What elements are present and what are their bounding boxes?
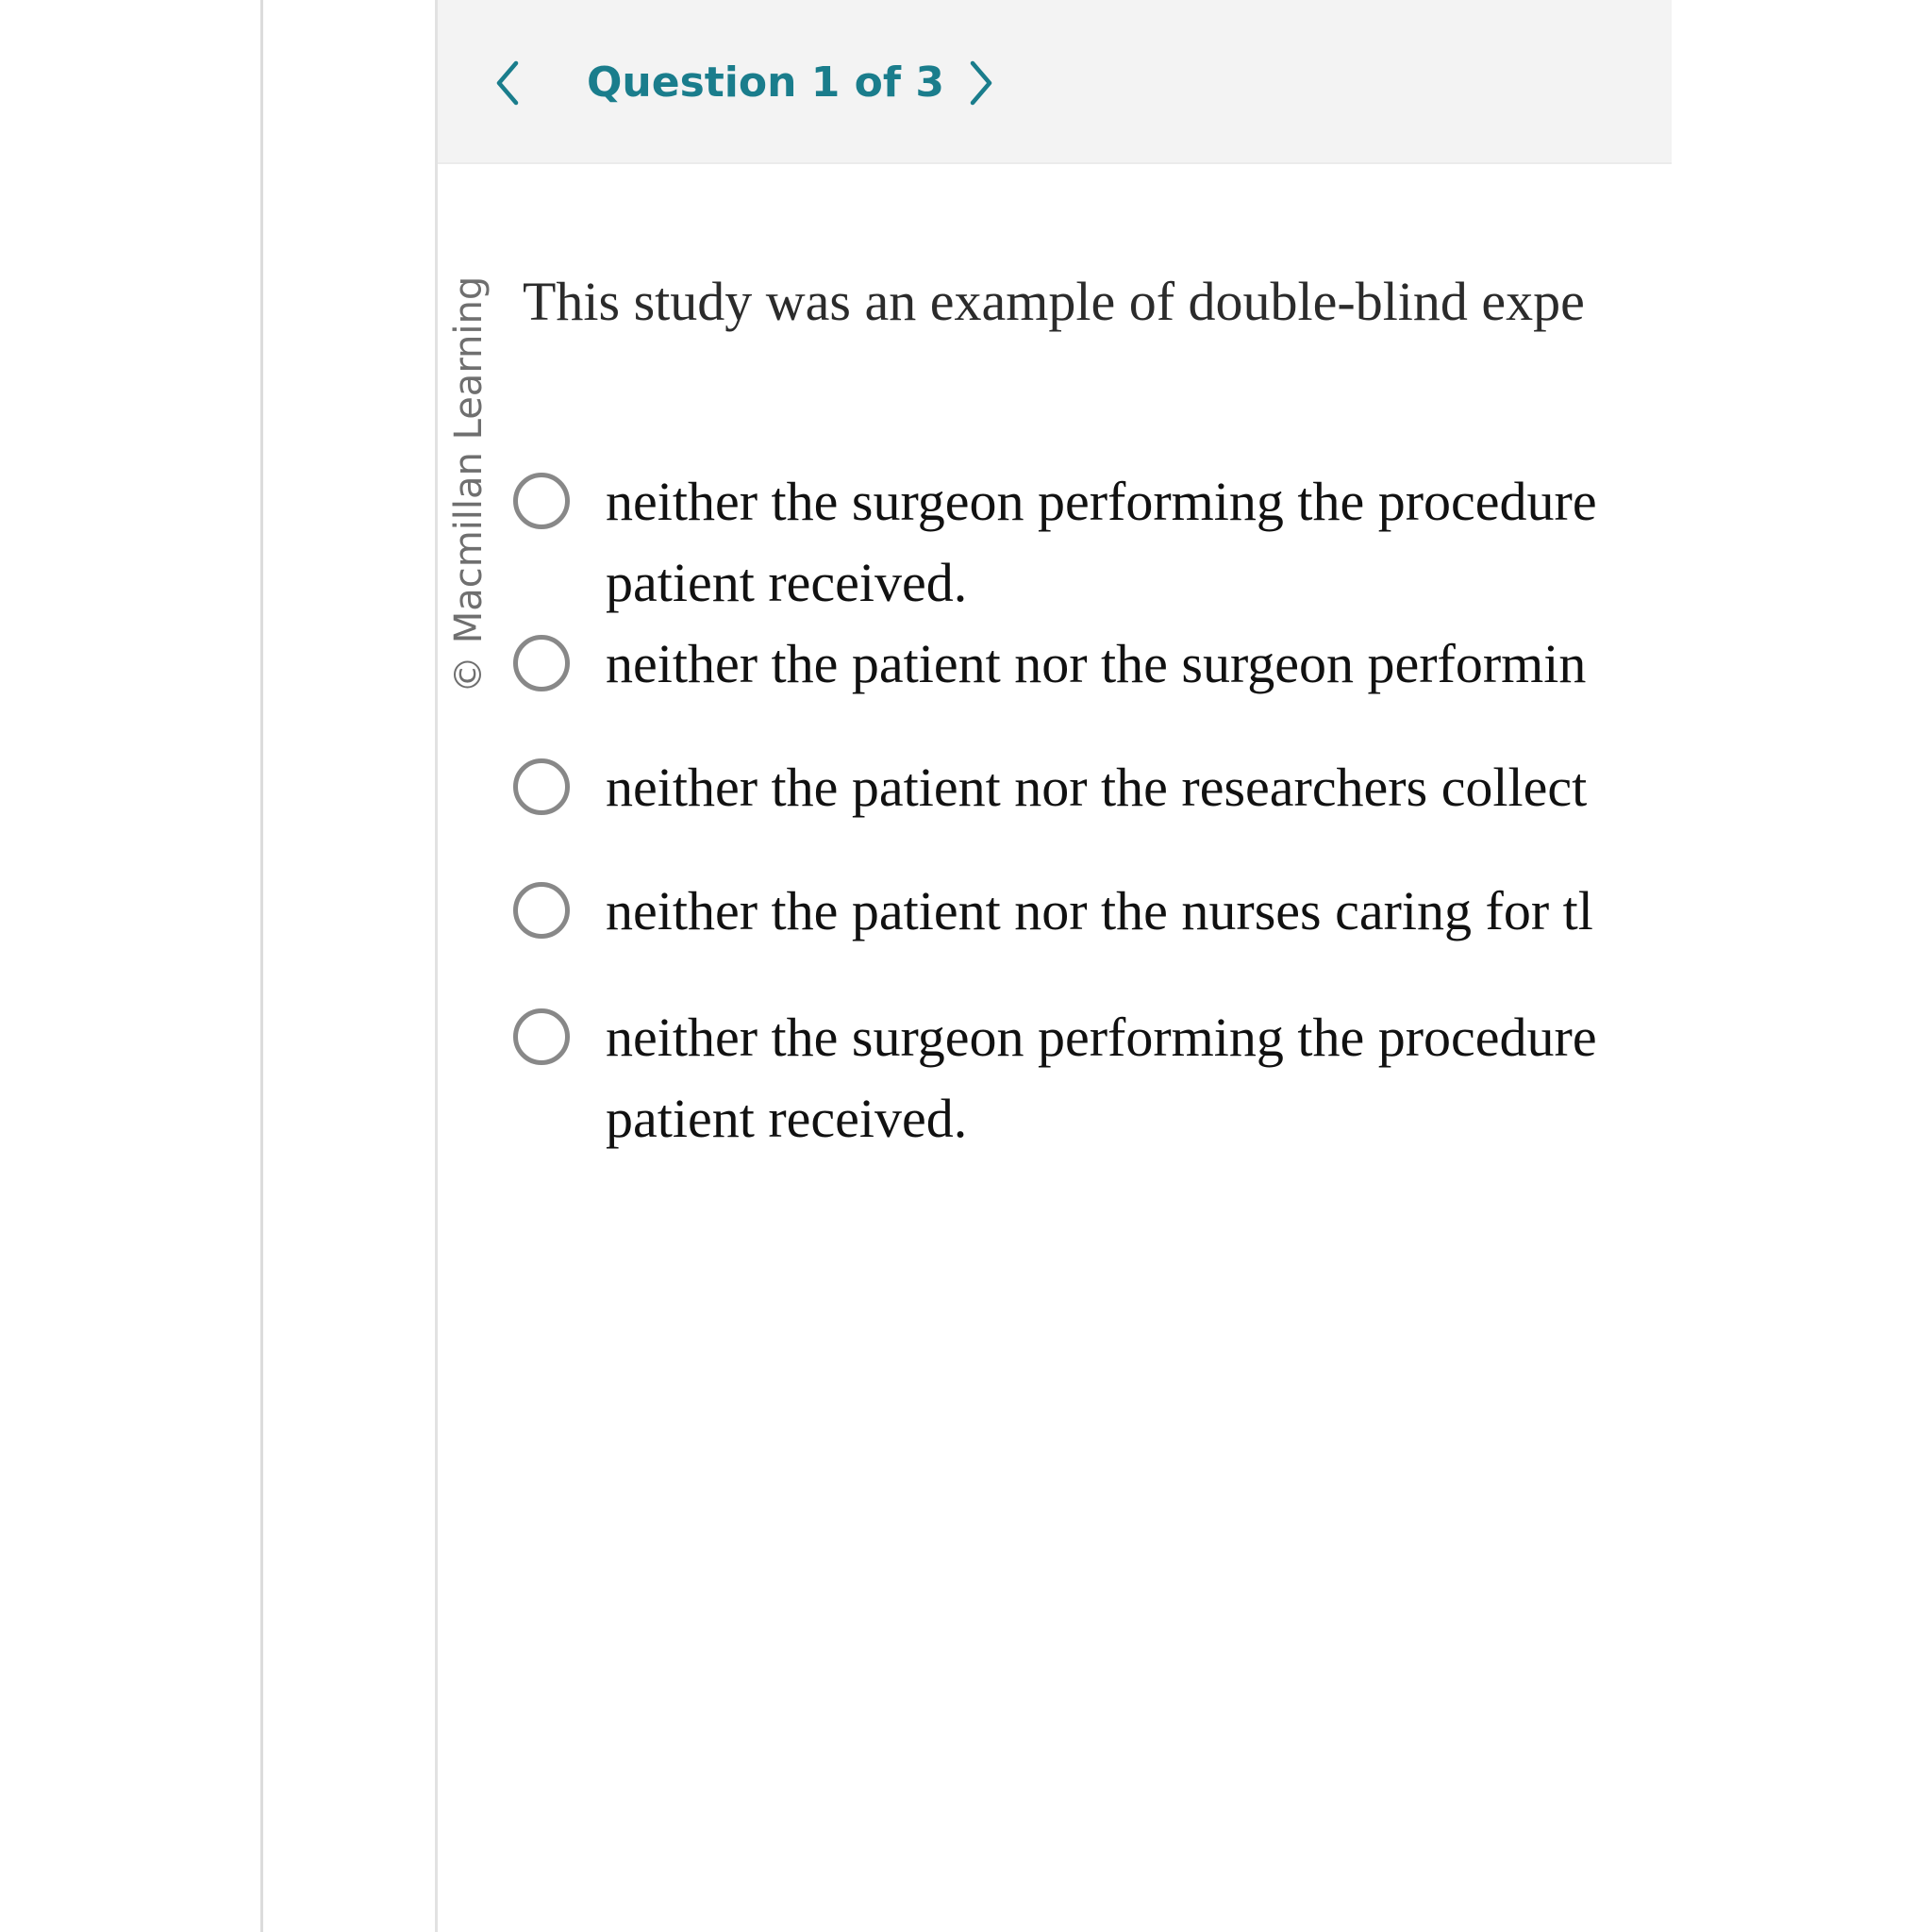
answer-option-text [606,461,1597,624]
answer-option-line: neither the patient nor the surgeon performin [606,633,1587,694]
answer-option-line: neither the surgeon performing the procedure [606,471,1597,532]
radio-button[interactable] [513,635,570,691]
answer-option-text [606,997,1597,1159]
answer-option-text [606,747,1587,828]
previous-question-button[interactable] [485,49,530,117]
radio-button[interactable] [513,882,570,939]
question-text: This study was an example of double-blind expe [523,271,1585,332]
chevron-right-icon [967,59,995,107]
answer-option-text [606,624,1586,705]
next-question-button[interactable] [958,49,1004,117]
copyright-watermark: © Macmillan Learning [447,275,491,693]
answer-option-text [606,871,1593,952]
answer-option-line: neither the patient nor the researchers collect [606,757,1588,818]
answer-option-line: neither the patient nor the nurses caring for tl [606,880,1593,941]
question-navigation-bar [438,0,1672,164]
answer-option-line: patient received. [606,552,968,613]
question-panel [438,0,1672,1932]
answer-option-line: patient received. [606,1088,968,1149]
chevron-left-icon [493,59,522,107]
question-counter: Question 1 of 3 [587,58,944,107]
radio-button[interactable] [513,1008,570,1065]
radio-button[interactable] [513,473,570,529]
radio-button[interactable] [513,758,570,815]
answer-option-line: neither the surgeon performing the procedure [606,1007,1597,1068]
left-divider [260,0,263,1932]
